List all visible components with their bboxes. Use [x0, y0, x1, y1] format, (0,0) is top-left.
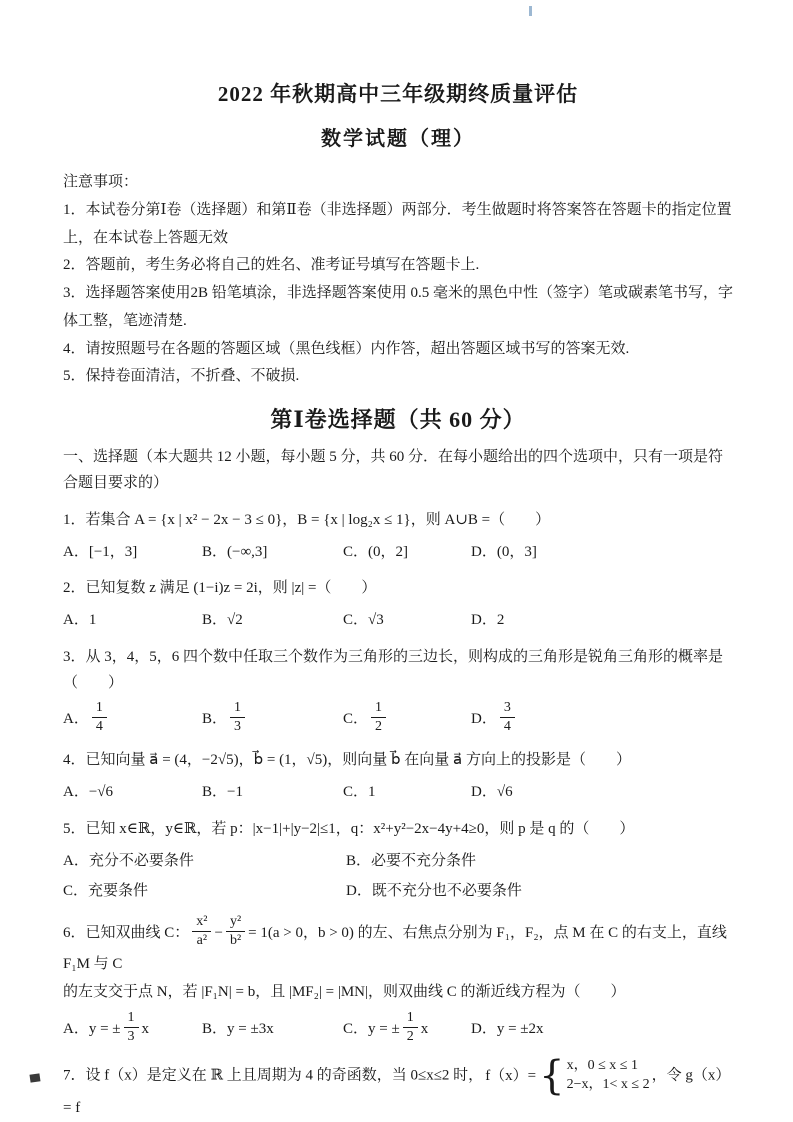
q2-option-d: D．2 [471, 612, 505, 629]
fraction [124, 1010, 139, 1045]
option-tail: x [141, 1020, 150, 1037]
q2-option-b: B．√2 [202, 612, 243, 629]
option-label: A．y = ± [63, 1020, 121, 1037]
option-label: C． [343, 711, 369, 728]
q6-option-b: B．y = ±3x [202, 1021, 274, 1038]
question-5-stem: 5．已知 x∈ℝ，y∈ℝ，若 p：|x−1|+|y−2|≤1，q：x²+y²−2x−4y+4≥0，则 p 是 q 的（ ） [63, 820, 635, 837]
q5-option-b: B．必要不充分条件 [346, 852, 477, 869]
section-1-title: 第Ⅰ卷选择题（共 60 分） [270, 407, 526, 432]
question-7-stem [63, 1052, 733, 1121]
fraction-denominator: 4 [503, 719, 511, 735]
piecewise-function [485, 1052, 650, 1099]
q1-option-c: C．(0，2] [343, 543, 408, 560]
question-1 [63, 507, 733, 566]
q1-option-b: B．(−∞,3] [202, 543, 268, 560]
option-tail: x [420, 1020, 429, 1037]
notice-item-2: 2．答题前，考生务必将自己的姓名、准考证号填写在答题卡上. [63, 257, 480, 274]
question-2-stem: 2．已知复数 z 满足 (1−i)z = 2i，则 |z| =（ ） [63, 580, 377, 596]
fraction-numerator: y² [226, 914, 245, 932]
q3-option-a [63, 702, 202, 737]
fraction-denominator: 2 [375, 719, 383, 735]
q7-stem-text: 7．设 f（x）是定义在 ℝ 上且周期为 4 的奇函数，当 0≤x≤2 时， [63, 1067, 484, 1084]
notice-item-3: 3．选择题答案使用2B 铅笔填涂，非选择题答案使用 0.5 毫米的黑色中性（签字）笔或碳素笔书写，字体工整，笔迹清楚. [63, 285, 734, 329]
option-label: A． [63, 711, 89, 728]
question-5-options [63, 846, 733, 906]
q3-option-b [202, 702, 343, 737]
fraction [230, 700, 245, 735]
q3-option-d [471, 702, 733, 737]
fraction-denominator: a² [196, 933, 208, 949]
piecewise-cases [567, 1057, 650, 1095]
fraction-numerator: 1 [124, 1010, 139, 1028]
q4-option-c: C．1 [343, 784, 376, 801]
question-2-options [63, 607, 733, 633]
fraction [371, 700, 386, 735]
q4-option-d: D．√6 [471, 784, 513, 801]
notices-heading: 注意事项： [63, 174, 139, 190]
q4-option-b: B．−1 [202, 784, 243, 801]
q6-stem-mid: = 1(a > 0，b > 0) 的左、右焦点分别为 F₁，F₂，点 M 在 C 的右支上，直线 F₁M 与 C [63, 924, 727, 973]
option-label: C．y = ± [343, 1020, 400, 1037]
fraction-numerator: 1 [230, 700, 245, 718]
q6-stem-pre: 6．已知双曲线 C： [63, 924, 190, 941]
question-6-stem [63, 913, 733, 977]
question-6-options [63, 1009, 733, 1047]
fraction [226, 914, 245, 949]
notices-section [63, 169, 733, 391]
scan-artifact-bottom-mark [29, 1073, 40, 1082]
q6-option-c [343, 1009, 471, 1047]
question-7 [63, 1052, 733, 1121]
question-3 [63, 644, 733, 738]
question-1-options [63, 539, 733, 565]
fraction-denominator: b² [229, 933, 242, 949]
notice-item-1: 1．本试卷分第Ⅰ卷（选择题）和第Ⅱ卷（非选择题）两部分．考生做题时将答案答在答题卡的指定位置上，在本试卷上答题无效 [63, 201, 732, 246]
section-1-intro: 一、选择题（本大题共 12 小题，每小题 5 分，共 60 分．在每小题给出的四个选项中，只有一项是符合题目要求的） [63, 449, 724, 492]
q1-option-d: D．(0，3] [471, 543, 537, 560]
q7-stem-post: ，令 g（x）= f [63, 1067, 731, 1116]
q4-option-a: A．−√6 [63, 784, 114, 801]
fraction [192, 914, 211, 949]
fraction-numerator: 1 [371, 700, 386, 718]
fraction-denominator: 4 [95, 719, 103, 735]
fraction-denominator: 3 [234, 719, 242, 735]
question-4 [63, 747, 733, 806]
page-subtitle: 数学试题（理） [321, 128, 475, 150]
q5-option-d: D．既不充分也不必要条件 [346, 882, 522, 899]
question-6-stem-line2: 的左支交于点 N，若 |F₁N| = b，且 |MF₂| = |MN|，则双曲线 C 的渐近线方程为（ ） [63, 984, 626, 1001]
q7-case-2: 2−x，1< x ≤ 2 [566, 1076, 650, 1092]
fraction-numerator: 1 [92, 700, 107, 718]
left-brace: { [539, 1052, 565, 1099]
fraction [92, 700, 107, 735]
fraction-denominator: 2 [406, 1028, 414, 1044]
page-title: 2022 年秋期高中三年级期终质量评估 [217, 82, 579, 106]
q5-option-a: A．充分不必要条件 [63, 852, 194, 869]
fraction-numerator: x² [192, 914, 211, 932]
question-6 [63, 913, 733, 1047]
option-label: D． [471, 711, 497, 728]
question-4-options [63, 779, 733, 805]
question-3-stem: 3．从 3，4，5，6 四个数中任取三个数作为三角形的三边长，则构成的三角形是锐角三角形的概率是（ ） [63, 648, 724, 691]
q3-option-c [343, 702, 471, 737]
q2-option-a: A．1 [63, 612, 97, 629]
option-label: B． [202, 711, 228, 728]
scan-artifact-top-tick [529, 6, 532, 16]
question-2 [63, 575, 733, 634]
fraction-numerator: 3 [500, 700, 515, 718]
notice-item-5: 5．保持卷面清洁，不折叠、不破损. [63, 368, 300, 385]
q2-option-c: C．√3 [343, 612, 384, 629]
q7-function-lhs: f（x）= [485, 1067, 537, 1084]
q7-case-1: x，0 ≤ x ≤ 1 [566, 1057, 638, 1073]
q5-option-c: C．充要条件 [63, 882, 149, 899]
minus-sign: − [214, 924, 223, 941]
question-3-options [63, 702, 733, 737]
fraction-denominator: 3 [127, 1028, 135, 1044]
fraction-numerator: 1 [403, 1010, 418, 1028]
q6-option-d: D．y = ±2x [471, 1021, 544, 1038]
question-5 [63, 816, 733, 906]
q1-option-a: A．[−1，3] [63, 543, 138, 560]
question-1-stem: 1．若集合 A = {x | x² − 2x − 3 ≤ 0}，B = {x | log₂x ≤ 1}，则 A∪B =（ ） [63, 511, 551, 528]
fraction [403, 1010, 418, 1045]
notice-item-4: 4．请按照题号在各题的答题区域（黑色线框）内作答，超出答题区域书写的答案无效. [63, 340, 630, 357]
question-4-stem: 4．已知向量 a⃗ = (4，−2√5)，b⃗ = (1，√5)，则向量 b⃗ 在向量 a⃗ 方向上的投影是（ ） [63, 752, 632, 769]
q6-option-a [63, 1009, 202, 1047]
fraction [500, 700, 515, 735]
